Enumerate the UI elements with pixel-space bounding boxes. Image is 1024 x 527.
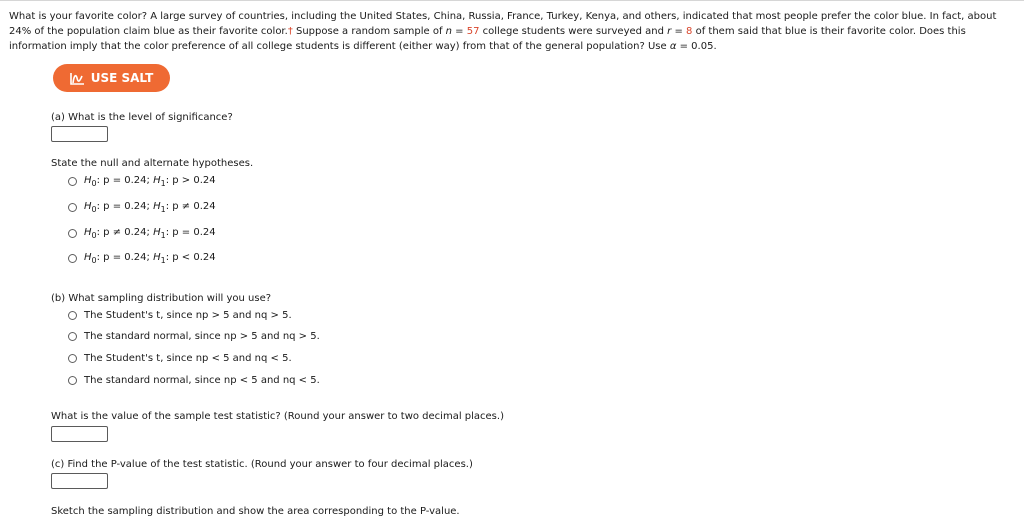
distribution-option-label: The standard normal, since np < 5 and nq < 5.	[84, 375, 320, 386]
significance-input[interactable]	[51, 126, 108, 142]
hypothesis-option-3[interactable]	[68, 227, 216, 240]
part-c-question: (c) Find the P-value of the test statistic. (Round your answer to four decimal places.)	[51, 459, 473, 470]
hypotheses-prompt: State the null and alternate hypotheses.	[51, 158, 254, 169]
radio-button[interactable]	[68, 332, 77, 341]
problem-text: of them said that blue is their favorite color. Does this information imply that the color preference of all college students is different (either way) from that of the general population? Use	[9, 26, 966, 52]
test-statistic-question: What is the value of the sample test statistic? (Round your answer to two decimal places.)	[51, 411, 504, 422]
part-b-question: (b) What sampling distribution will you use?	[51, 293, 272, 304]
distribution-option-4[interactable]	[68, 375, 320, 386]
use-salt-label: USE SALT	[90, 71, 154, 85]
radio-button[interactable]	[68, 203, 77, 212]
use-salt-button[interactable]	[53, 64, 170, 92]
radio-button[interactable]	[68, 229, 77, 238]
problem-text: = 0.05.	[676, 41, 717, 52]
problem-text: Suppose a random sample of	[292, 26, 446, 37]
hypothesis-option-label: $H_0$: p = 0.24; $H_1$: p < 0.24	[84, 252, 216, 265]
hypothesis-option-4[interactable]	[68, 252, 216, 265]
top-border	[0, 0, 1024, 1]
radio-button[interactable]	[68, 376, 77, 385]
alpha-symbol: α	[669, 41, 677, 52]
equals-sign: =	[452, 26, 467, 37]
hypothesis-option-label: $H_0$: p ≠ 0.24; $H_1$: p = 0.24	[84, 227, 216, 240]
problem-statement	[9, 9, 1019, 54]
n-value: 57	[466, 26, 480, 37]
problem-text: What is your favorite color? A large survey of countries, including the United States, China, Russia, France, Turkey, Kenya, and others, indicated that most people prefer the color blue. In fact, about 24% of the population claim blue as their favorite color.	[9, 11, 997, 37]
p-value-input[interactable]	[51, 473, 108, 489]
distribution-option-label: The Student's t, since np > 5 and nq > 5.	[84, 310, 292, 321]
test-statistic-input[interactable]	[51, 426, 108, 442]
equals-sign: =	[671, 26, 687, 37]
sketch-prompt: Sketch the sampling distribution and show the area corresponding to the P-value.	[51, 506, 460, 517]
problem-text: college students were surveyed and	[479, 26, 668, 37]
salt-chart-icon	[70, 72, 85, 85]
r-value: 8	[686, 26, 693, 37]
distribution-option-3[interactable]	[68, 353, 292, 364]
hypothesis-option-2[interactable]	[68, 201, 216, 214]
distribution-option-label: The standard normal, since np > 5 and nq > 5.	[84, 331, 320, 342]
radio-button[interactable]	[68, 254, 77, 263]
part-a-question: (a) What is the level of significance?	[51, 112, 233, 123]
distribution-option-2[interactable]	[68, 331, 320, 342]
radio-button[interactable]	[68, 354, 77, 363]
distribution-option-label: The Student's t, since np < 5 and nq < 5.	[84, 353, 292, 364]
radio-button[interactable]	[68, 311, 77, 320]
hypothesis-option-label: $H_0$: p = 0.24; $H_1$: p > 0.24	[84, 175, 216, 188]
footnote-dagger-link[interactable]: †	[287, 26, 293, 37]
distribution-option-1[interactable]	[68, 310, 292, 321]
r-variable: r	[667, 26, 672, 37]
hypothesis-option-label: $H_0$: p = 0.24; $H_1$: p ≠ 0.24	[84, 201, 216, 214]
radio-button[interactable]	[68, 177, 77, 186]
hypothesis-option-1[interactable]	[68, 175, 216, 188]
n-variable: n	[445, 26, 452, 37]
